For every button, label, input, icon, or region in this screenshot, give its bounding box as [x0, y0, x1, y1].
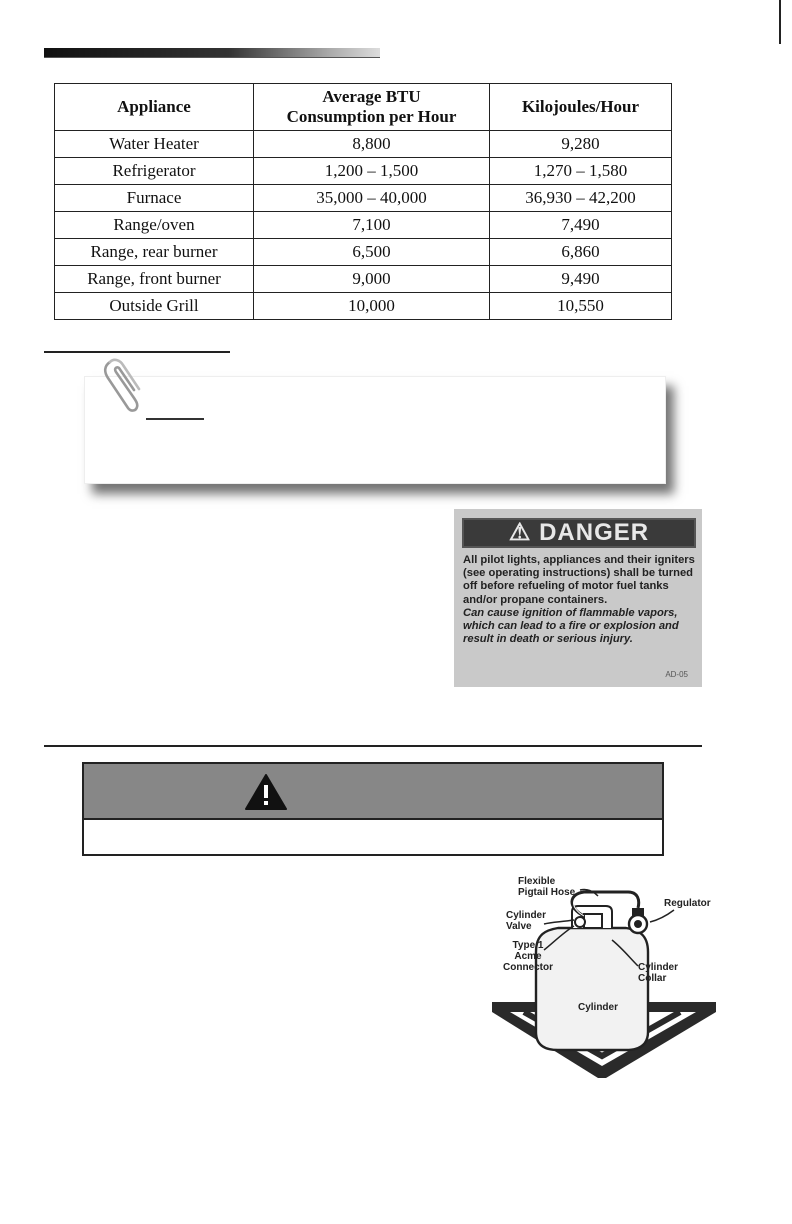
- section-rule: [44, 351, 230, 353]
- kj-cell: 1,270 – 1,580: [490, 158, 672, 185]
- btu-cell: 10,000: [254, 293, 490, 320]
- label-pigtail-hose: Flexible Pigtail Hose: [518, 876, 576, 898]
- btu-cell: 6,500: [254, 239, 490, 266]
- note-heading-underline: [146, 418, 204, 420]
- kj-cell: 7,490: [490, 212, 672, 239]
- danger-instruction: All pilot lights, appliances and their igniters (see operating instructions) shall be turned off before refueling of motor fuel tanks and/or propane containers.: [463, 554, 695, 606]
- header-bar: [44, 48, 380, 58]
- table-row: [55, 266, 672, 293]
- btu-cell: 7,100: [254, 212, 490, 239]
- appliance-cell: Range, front burner: [55, 266, 254, 293]
- danger-consequence: Can cause ignition of flammable vapors, which can lead to a fire or explosion and result in death or serious injury.: [463, 606, 679, 646]
- appliance-cell: Range/oven: [55, 212, 254, 239]
- btu-cell: 1,200 – 1,500: [254, 158, 490, 185]
- table-row: [55, 239, 672, 266]
- kj-cell: 10,550: [490, 293, 672, 320]
- diagram-labels: [488, 870, 720, 1082]
- section-rule: [44, 745, 702, 747]
- table-row: [55, 185, 672, 212]
- warning-triangle-icon: ⚠: [508, 519, 532, 546]
- btu-cell: 8,800: [254, 131, 490, 158]
- appliance-cell: Furnace: [55, 185, 254, 212]
- kj-cell: 9,490: [490, 266, 672, 293]
- column-header-btu-line2: Consumption per Hour: [286, 107, 457, 126]
- column-header-appliance: Appliance: [55, 84, 254, 131]
- warning-box: [82, 762, 664, 856]
- label-code: AD-05: [665, 670, 688, 679]
- appliance-cell: Water Heater: [55, 131, 254, 158]
- danger-text: [463, 554, 697, 646]
- table-row: [55, 212, 672, 239]
- note-box: [84, 376, 666, 484]
- kj-cell: 9,280: [490, 131, 672, 158]
- label-regulator: Regulator: [664, 898, 711, 909]
- appliance-cell: Range, rear burner: [55, 239, 254, 266]
- label-cylinder-collar: Cylinder Collar: [638, 962, 679, 984]
- column-header-kilojoules: Kilojoules/Hour: [490, 84, 672, 131]
- warning-header: [84, 764, 662, 820]
- label-cylinder-valve: Cylinder Valve: [506, 910, 547, 932]
- paperclip-icon: [98, 356, 144, 416]
- corner-rule: [779, 0, 781, 44]
- btu-cell: 35,000 – 40,000: [254, 185, 490, 212]
- label-cylinder: Cylinder: [577, 1002, 618, 1013]
- column-header-btu-line1: Average BTU: [322, 87, 421, 106]
- kj-cell: 36,930 – 42,200: [490, 185, 672, 212]
- warning-triangle-icon: [244, 773, 288, 811]
- danger-title: DANGER: [539, 519, 650, 546]
- appliance-cell: Outside Grill: [55, 293, 254, 320]
- danger-label: [454, 509, 702, 687]
- table-row: [55, 158, 672, 185]
- btu-consumption-table: [54, 83, 672, 320]
- danger-header: [462, 518, 696, 548]
- table-row: [55, 293, 672, 320]
- kj-cell: 6,860: [490, 239, 672, 266]
- label-acme-connector: Type 1 Acme Connector: [503, 940, 553, 973]
- table-row: [55, 131, 672, 158]
- column-header-btu: [254, 84, 490, 131]
- btu-cell: 9,000: [254, 266, 490, 293]
- appliance-cell: Refrigerator: [55, 158, 254, 185]
- table-header-row: [55, 84, 672, 131]
